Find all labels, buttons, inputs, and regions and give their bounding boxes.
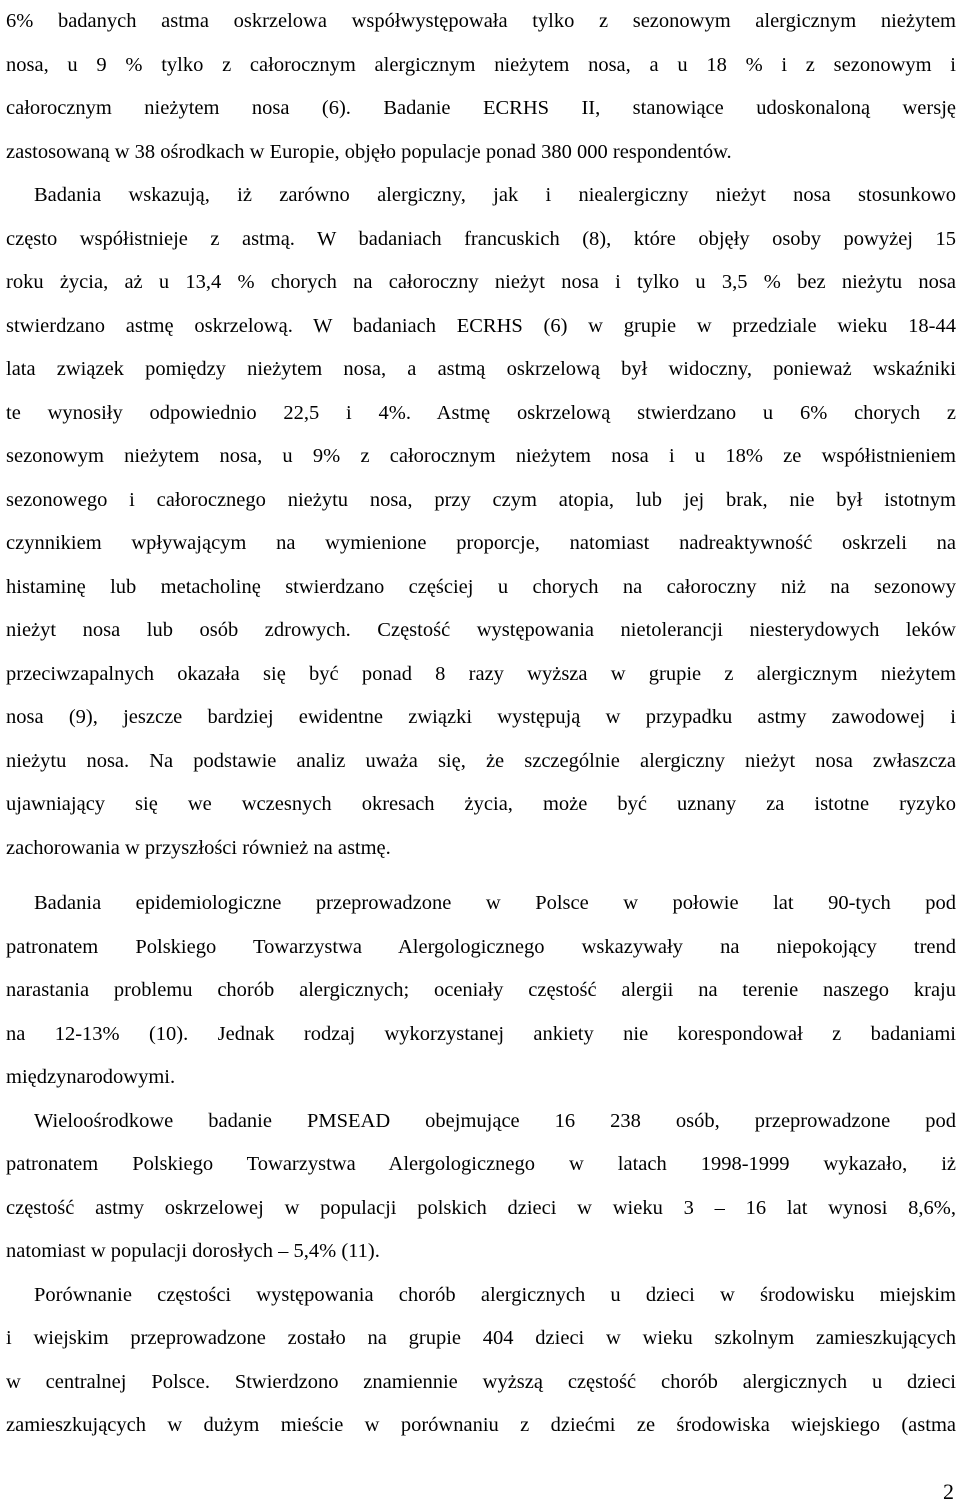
text-line: czynnikiem wpływającym na wymienione proporcje, natomiast nadreaktywność oskrzeli na: [6, 532, 956, 554]
text-line: patronatem Polskiego Towarzystwa Alergologicznego w latach 1998-1999 wykazało, iż: [6, 1153, 956, 1175]
text-line: częstość astmy oskrzelowej w populacji polskich dzieci w wieku 3 – 16 lat wynosi 8,6%,: [6, 1196, 956, 1219]
text-line: stwierdzano astmę oskrzelową. W badaniach ECRHS (6) w grupie w przedziale wieku 18-44: [6, 314, 956, 337]
text-line: Badania wskazują, iż zarówno alergiczny, jak i niealergiczny nieżyt nosa stosunkowo: [34, 184, 956, 206]
text-line: zastosowaną w 38 ośrodkach w Europie, objęło populacje ponad 380 000 respondentów.: [6, 140, 732, 163]
text-line: i wiejskim przeprowadzone zostało na grupie 404 dzieci w wieku szkolnym zamieszkujących: [6, 1327, 956, 1349]
text-line: zamieszkujących w dużym mieście w porównaniu z dziećmi ze środowiska wiejskiego (astma: [6, 1414, 956, 1436]
text-line: 6% badanych astma oskrzelowa współwystępowała tylko z sezonowym alergicznym nieżytem: [6, 10, 956, 32]
paragraph-4: [6, 1100, 956, 1274]
text-line: nosa, u 9 % tylko z całorocznym alergicznym nieżytem nosa, a u 18 % i z sezonowym i: [6, 53, 956, 76]
text-line: Wieloośrodkowe badanie PMSEAD obejmujące 16 238 osób, przeprowadzone pod: [34, 1109, 956, 1132]
text-line: natomiast w populacji dorosłych – 5,4% (11).: [6, 1240, 380, 1262]
text-line: nieżytu nosa. Na podstawie analiz uważa się, że szczególnie alergiczny nieżyt nosa zwłaszcza: [6, 749, 956, 772]
text-line: Badania epidemiologiczne przeprowadzone w Polsce w połowie lat 90-tych pod: [34, 892, 956, 914]
text-line: roku życia, aż u 13,4 % chorych na całoroczny nieżyt nosa i tylko u 3,5 % bez nieżytu nosa: [6, 271, 956, 293]
paragraph-2: [6, 174, 956, 870]
text-line: zachorowania w przyszłości również na astmę.: [6, 836, 391, 859]
page-number: 2: [943, 1479, 954, 1504]
text-line: Porównanie częstości występowania chorób alergicznych u dzieci w środowisku miejskim: [34, 1283, 956, 1306]
text-line: histaminę lub metacholinę stwierdzano częściej u chorych na całoroczny niż na sezonowy: [6, 575, 956, 598]
text-line: nieżyt nosa lub osób zdrowych. Częstość występowania nietolerancji niesterydowych leków: [6, 619, 956, 641]
text-line: nosa (9), jeszcze bardziej ewidentne związki występują w przypadku astmy zawodowej i: [6, 706, 956, 728]
text-line: narastania problemu chorób alergicznych; oceniały częstość alergii na terenie naszego kraju: [6, 979, 956, 1001]
paragraph-3: [6, 882, 956, 1100]
text-line: lata związek pomiędzy nieżytem nosa, a astmą oskrzelową był widoczny, ponieważ wskaźniki: [6, 358, 956, 380]
paragraph-1: [6, 0, 956, 174]
text-line: w centralnej Polsce. Stwierdzono znamiennie wyższą częstość chorób alergicznych u dzieci: [6, 1370, 956, 1393]
text-line: ujawniający się we wczesnych okresach życia, może być uznany za istotne ryzyko: [6, 793, 956, 815]
text-line: sezonowego i całorocznego nieżytu nosa, przy czym atopia, lub jej brak, nie był istotnym: [6, 488, 956, 511]
paragraph-5: [6, 1274, 956, 1448]
text-line: patronatem Polskiego Towarzystwa Alergologicznego wskazywały na niepokojący trend: [6, 935, 956, 958]
text-line: często współistnieje z astmą. W badaniach francuskich (8), które objęły osoby powyżej 15: [6, 227, 956, 250]
text-line: międzynarodowymi.: [6, 1066, 176, 1088]
document-page: [6, 0, 956, 1448]
text-line: na 12-13% (10). Jednak rodzaj wykorzystanej ankiety nie korespondował z badaniami: [6, 1022, 956, 1045]
text-line: całorocznym nieżytem nosa (6). Badanie ECRHS II, stanowiące udoskonaloną wersję: [6, 97, 956, 119]
text-line: te wynosiły odpowiednio 22,5 i 4%. Astmę oskrzelową stwierdzano u 6% chorych z: [6, 401, 956, 424]
text-line: sezonowym nieżytem nosa, u 9% z całorocznym nieżytem nosa i u 18% ze współistnieniem: [6, 445, 956, 467]
text-line: przeciwzapalnych okazała się być ponad 8 razy wyższa w grupie z alergicznym nieżytem: [6, 662, 956, 685]
